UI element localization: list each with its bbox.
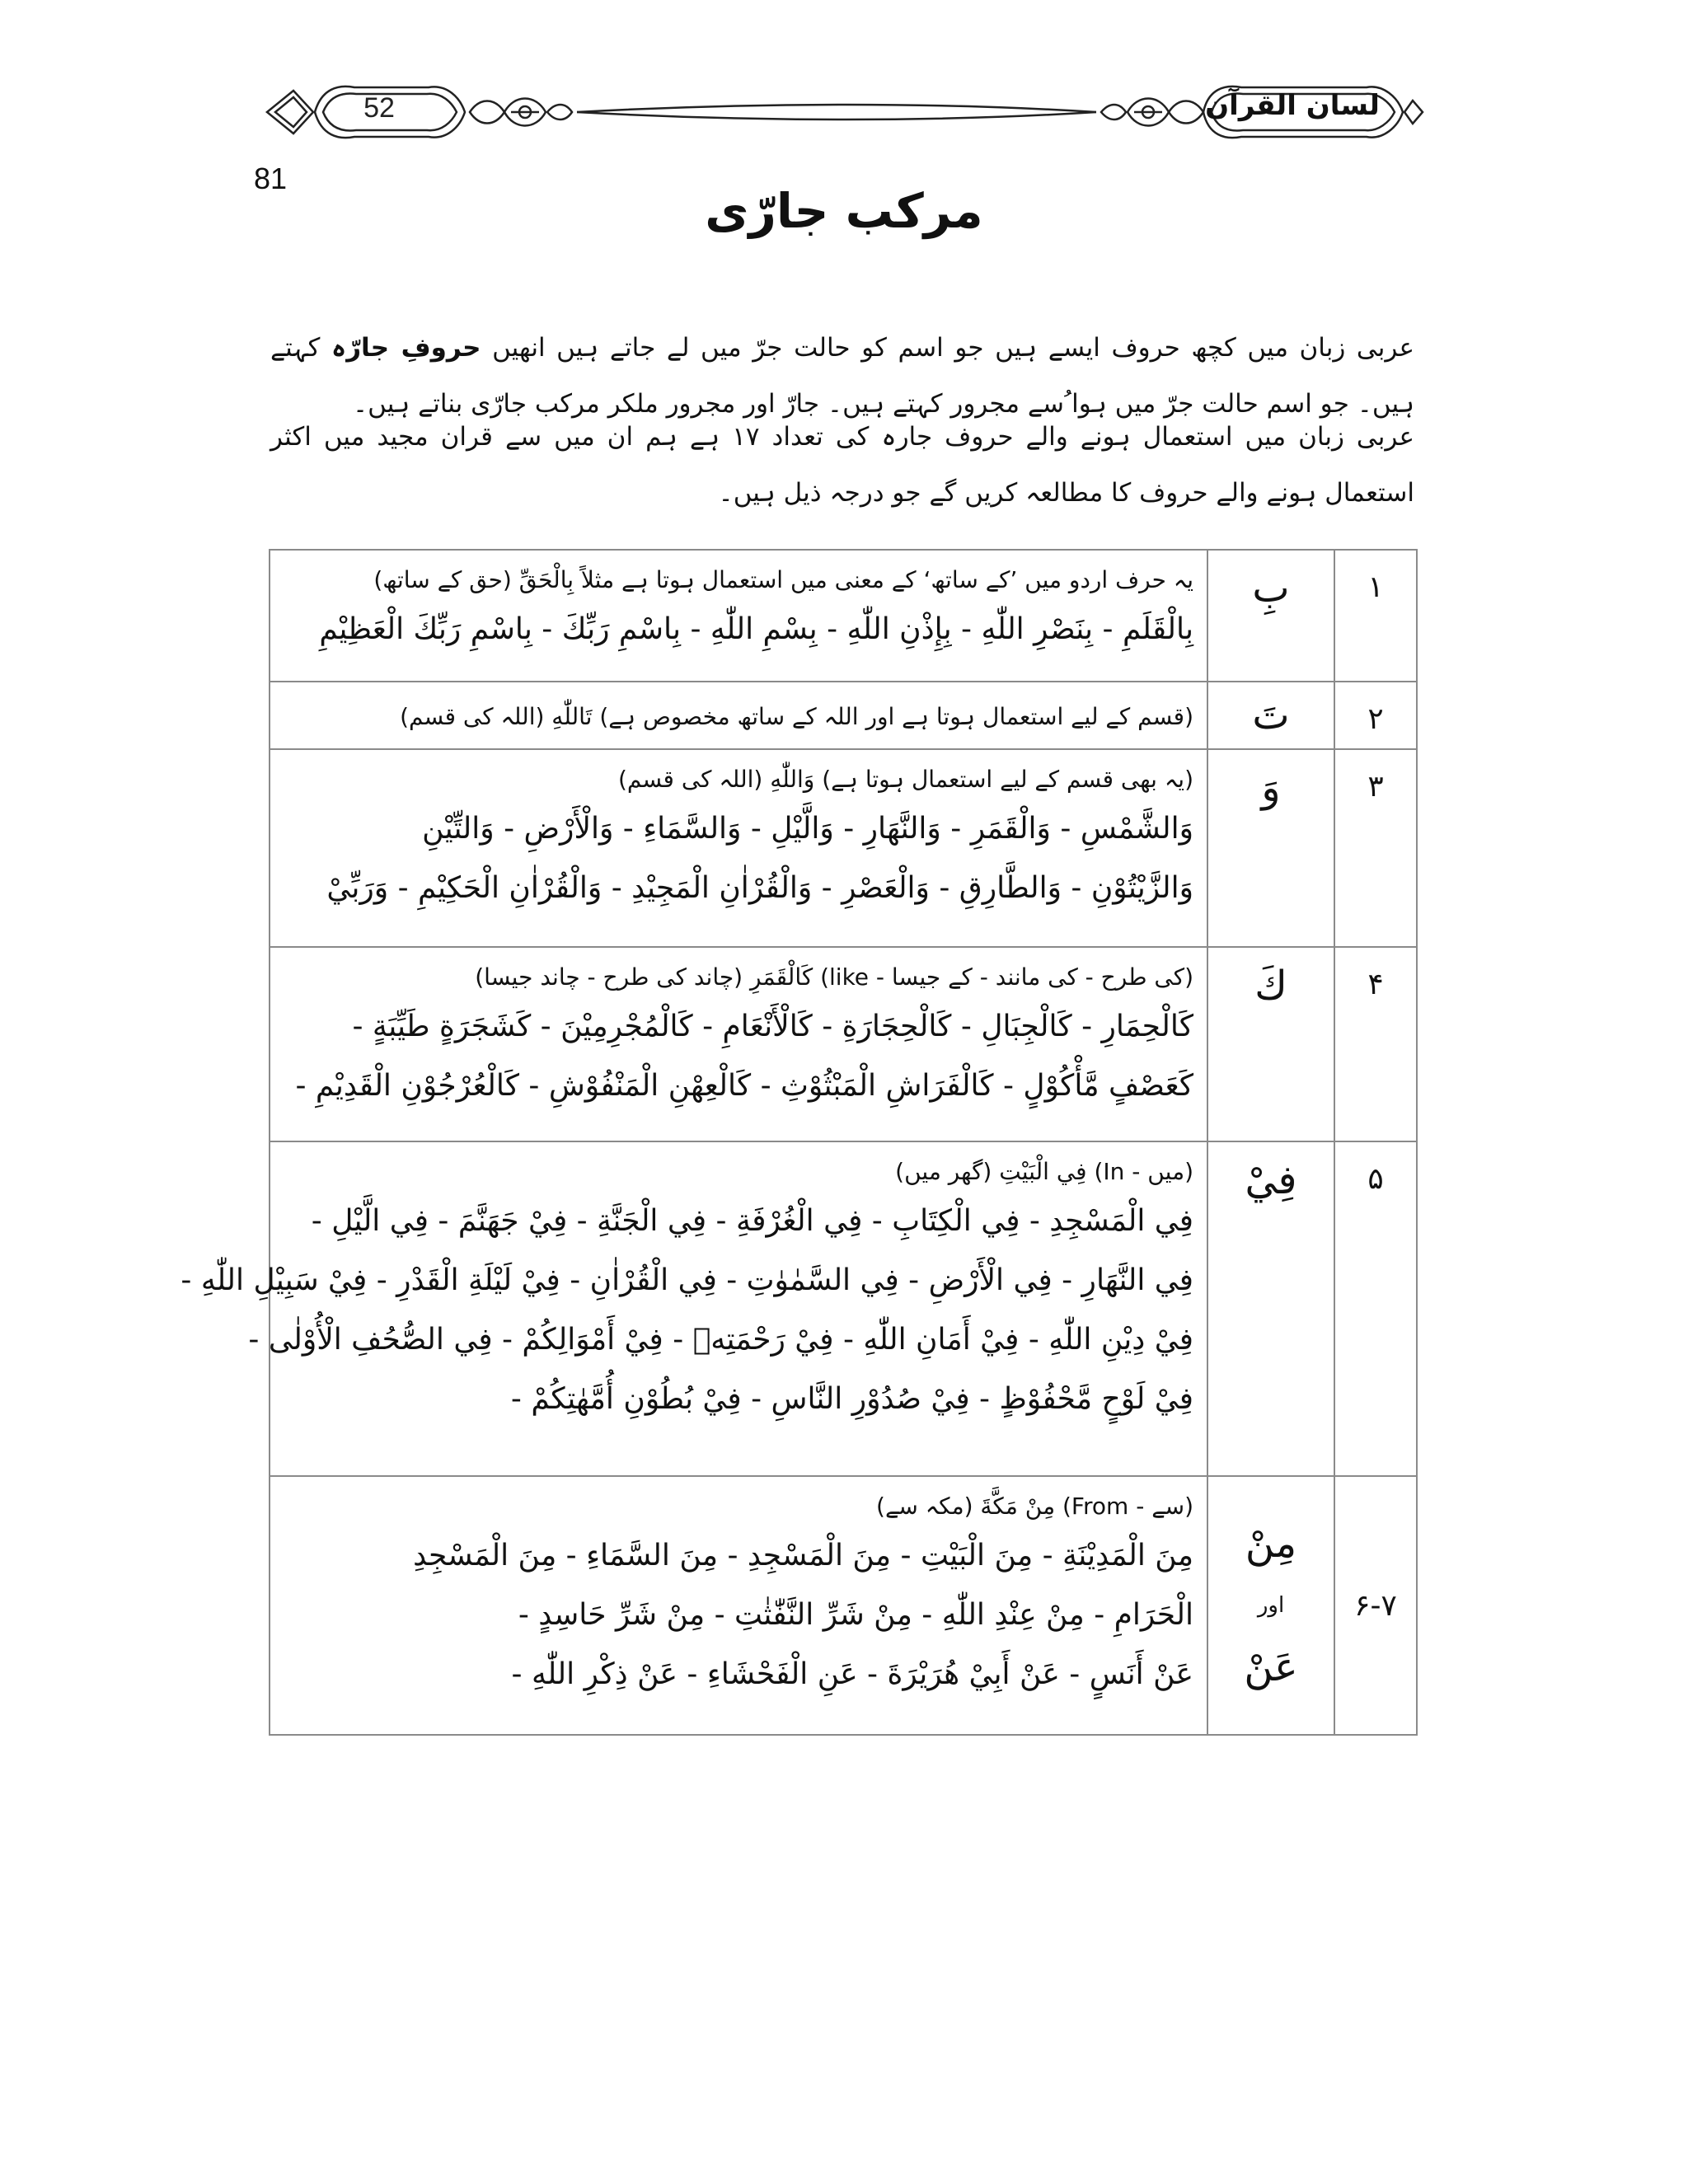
table-row	[269, 681, 1418, 748]
preposition-letter: كَ	[1207, 948, 1334, 1141]
intro-highlight-term: حروفِ جارّہ	[331, 333, 481, 363]
preposition-letter-group	[1207, 1477, 1334, 1734]
arabic-example-line: فِي الْمَسْجِدِ - فِي الْكِتَابِ - فِي الْغُرْفَةِ - فِي الْجَنَّةِ - فِيْ جَهَنَّمَ - فِي الَّيْلِ -	[311, 1204, 1193, 1238]
row-number: ۶-۷	[1334, 1477, 1416, 1734]
arabic-example-line: عَنْ أَنَسٍ - عَنْ أَبِيْ هُرَيْرَةَ - عَنِ الْفَحْشَاءِ - عَنْ ذِكْرِ اللّٰهِ -	[511, 1657, 1193, 1691]
row-number: ۱	[1334, 551, 1416, 681]
book-brand-title: لسان القرآن	[1205, 89, 1380, 122]
row-content	[270, 682, 1208, 748]
original-page-number: 81	[254, 162, 288, 195]
row-content	[270, 1477, 1208, 1734]
arabic-example-line: فِيْ لَوْحٍ مَّحْفُوْظٍ - فِيْ صُدُوْرِ النَّاسِ - فِيْ بُطُوْنِ أُمَّهٰتِكُمْ -	[510, 1382, 1193, 1416]
count-paragraph: عربی زبان میں استعمال ہونے والے حروف جارہ کی تعداد ۱۷ ہے ہم ان میں سے قران مجید میں اکثر استعمال ہونے والے حروف کا مطالعہ کریں گے جو درجہ ذیل ہیں۔	[270, 422, 1414, 508]
arabic-example-line: بِالْقَلَمِ - بِنَصْرِ اللّٰهِ - بِإِذْنِ اللّٰهِ - بِسْمِ اللّٰهِ - بِاسْمِ رَبِّكَ - بِاسْمِ رَبِّكَ الْعَظِيْمِ	[319, 612, 1193, 646]
arabic-example-line: الْحَرَامِ - مِنْ عِنْدِ اللّٰهِ - مِنْ شَرِّ النَّفّٰثٰتِ - مِنْ شَرِّ حَاسِدٍ -	[518, 1598, 1193, 1632]
arabic-example-line: كَعَصْفٍ مَّأْكُوْلٍ - كَالْفَرَاشِ الْمَبْثُوْثِ - كَالْعِهْنِ الْمَنْفُوْشِ - كَالْعُرْجُوْنِ الْقَدِيْمِ -	[295, 1069, 1193, 1103]
table-row	[269, 1475, 1418, 1736]
prepositions-table	[181, 549, 1418, 2168]
arabic-example-line: وَالشَّمْسِ - وَالْقَمَرِ - وَالنَّهَارِ - وَالَّيْلِ - وَالسَّمَاءِ - وَالْأَرْضِ - وَالتِّيْنِ	[422, 812, 1193, 846]
preposition-letter: عَنْ	[1244, 1644, 1298, 1690]
table-row	[269, 549, 1418, 681]
page-title: مرکب جارّی	[705, 183, 983, 239]
urdu-explanation: (کی طرح - کی مانند - کے جیسا - like) كَالْقَمَرِ (چاند کی طرح - چاند جیسا)	[475, 963, 1193, 991]
urdu-explanation: (میں - In) فِي الْبَيْتِ (گھر میں)	[895, 1158, 1193, 1185]
urdu-explanation: (یہ بھی قسم کے لیے استعمال ہوتا ہے) وَاللّٰهِ (اللہ کی قسم)	[618, 766, 1193, 793]
urdu-explanation: یہ حرف اردو میں ’کے ساتھ‘ کے معنی میں استعمال ہوتا ہے مثلاً بِالْحَقِّ (حق کے ساتھ)	[373, 566, 1193, 593]
arabic-example-line: وَالزَّيْتُوْنِ - وَالطَّارِقِ - وَالْعَصْرِ - وَالْقُرْاٰنِ الْمَجِيْدِ - وَالْقُرْاٰنِ الْحَكِيْمِ - وَرَبِّيْ	[326, 871, 1193, 905]
table-row	[181, 1141, 1418, 1475]
page-number: 52	[363, 92, 395, 124]
row-content	[270, 551, 1208, 681]
row-number: ۲	[1334, 682, 1416, 748]
row-number: ۴	[1334, 948, 1416, 1141]
intro-text-start: عربی زبان میں کچھ حروف ایسے ہیں جو اسم کو حالت جرّ میں لے جاتے ہیں انھیں	[481, 333, 1414, 363]
preposition-letter: فِيْ	[1207, 1142, 1334, 1475]
preposition-letter: مِنْ	[1245, 1521, 1297, 1567]
conjunction-label: اور	[1257, 1593, 1285, 1618]
preposition-letter: وَ	[1207, 750, 1334, 946]
preposition-letter: تَ	[1207, 682, 1334, 748]
preposition-letter: بِ	[1207, 551, 1334, 681]
row-content	[181, 1142, 1208, 1475]
urdu-explanation: (قسم کے لیے استعمال ہوتا ہے اور اللہ کے ساتھ مخصوص ہے) تَاللّٰهِ (اللہ کی قسم)	[400, 703, 1193, 730]
row-content	[270, 750, 1208, 946]
arabic-example-line: فِيْ دِيْنِ اللّٰهِ - فِيْ أَمَانِ اللّٰهِ - فِيْ رَحْمَتِهٖ - فِيْ أَمْوَالِكُمْ - فِي الصُّحُفِ الْأُوْلٰى -	[248, 1323, 1193, 1357]
arabic-example-line: مِنَ الْمَدِيْنَةِ - مِنَ الْبَيْتِ - مِنَ الْمَسْجِدِ - مِنَ السَّمَاءِ - مِنَ الْمَسْجِدِ	[413, 1539, 1193, 1572]
row-number: ۳	[1334, 750, 1416, 946]
urdu-explanation: (سے - From) مِنْ مَكَّةَ (مکہ سے)	[876, 1493, 1193, 1520]
arabic-example-line: فِي النَّهَارِ - فِي الْأَرْضِ - فِي السَّمٰوٰتِ - فِي الْقُرْاٰنِ - فِيْ لَيْلَةِ الْقَدْرِ - فِيْ سَبِيْلِ اللّٰهِ -	[181, 1263, 1193, 1297]
intro-text-end: کہتے ہیں۔ جو اسم حالت جرّ میں ہوا ُسے مجرور کہتے ہیں۔ جارّ اور مجرور ملکر مرکب جارّی بناتے ہیں۔	[270, 333, 1414, 419]
arabic-example-line: كَالْحِمَارِ - كَالْجِبَالِ - كَالْحِجَارَةِ - كَالْأَنْعَامِ - كَالْمُجْرِمِيْنَ - كَشَجَرَةٍ طَيِّبَةٍ -	[352, 1010, 1193, 1043]
row-content	[270, 948, 1208, 1141]
table-row	[269, 748, 1418, 946]
table-row	[269, 946, 1418, 1141]
row-number: ۵	[1334, 1142, 1416, 1475]
